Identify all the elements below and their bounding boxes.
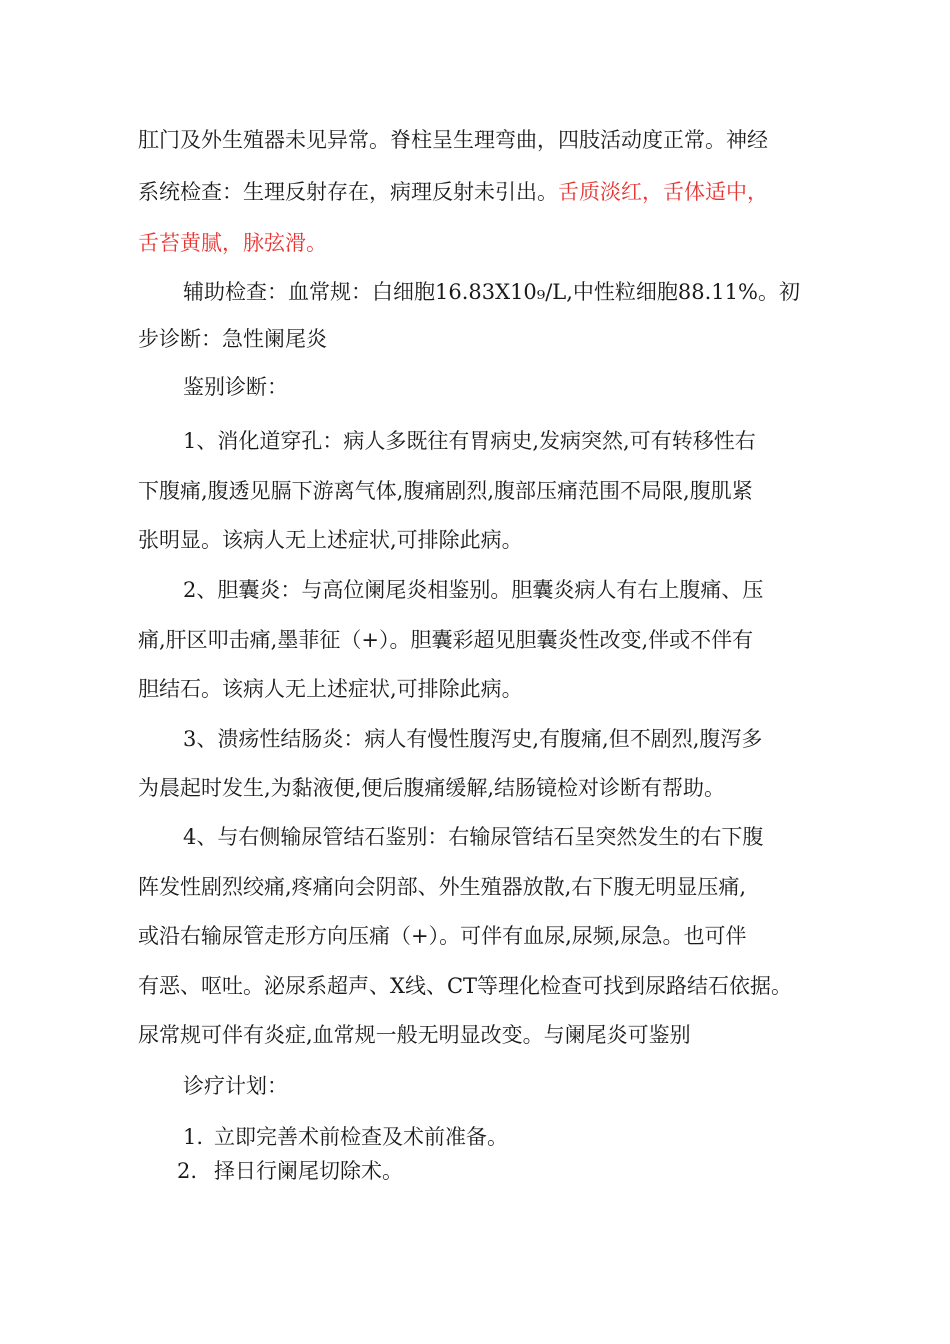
diff-item-3-line-2: 为晨起时发生,为黏液便,便后腹痛缓解,结肠镜检对诊断有帮助。 <box>138 776 726 800</box>
plan-item-2-text: 择日行阑尾切除术。 <box>214 1159 403 1183</box>
tongue-highlight: 舌质淡红，舌体适中， <box>558 180 768 204</box>
plan-item-1-number: 1. <box>183 1125 204 1149</box>
diff-item-4-line-5: 尿常规可伴有炎症,血常规一般无明显改变。与阑尾炎可鉴别 <box>138 1023 691 1047</box>
diff-item-1-line-2: 下腹痛,腹透见膈下游离气体,腹痛剧烈,腹部压痛范围不局限,腹肌紧 <box>138 479 753 503</box>
diff-item-1-line-1: 1、消化道穿孔：病人多既往有胃病史,发病突然,可有转移性右 <box>183 429 756 453</box>
plan-item-1-text: 立即完善术前检查及术前准备。 <box>214 1125 508 1149</box>
diff-item-2-line-1: 2、胆囊炎：与高位阑尾炎相鉴别。胆囊炎病人有右上腹痛、压 <box>183 578 764 602</box>
exam-line-2 <box>138 178 768 206</box>
differential-heading: 鉴别诊断： <box>183 375 288 399</box>
diff-item-1-line-3: 张明显。该病人无上述症状,可排除此病。 <box>138 528 523 552</box>
diff-item-2-line-2: 痛,肝区叩击痛,墨菲征（+）。胆囊彩超见胆囊炎性改变,伴或不伴有 <box>138 628 754 652</box>
diff-item-2-line-3: 胆结石。该病人无上述症状,可排除此病。 <box>138 677 523 701</box>
plan-item-2-number: 2. <box>177 1159 198 1183</box>
diff-item-4-line-3: 或沿右输尿管走形方向压痛（+）。可伴有血尿,尿频,尿急。也可伴 <box>138 924 747 948</box>
exam-line-3-highlight: 舌苔黄腻，脉弦滑。 <box>138 231 327 255</box>
exam-line-2-text: 系统检查：生理反射存在，病理反射未引出。 <box>138 180 558 204</box>
auxiliary-exam-line: 辅助检查：血常规：白细胞16.83X10₉/L,中性粒细胞88.11%。初 <box>183 280 800 304</box>
preliminary-diagnosis-line: 步诊断：急性阑尾炎 <box>138 327 327 351</box>
diff-item-4-line-1: 4、与右侧输尿管结石鉴别：右输尿管结石呈突然发生的右下腹 <box>183 825 764 849</box>
exam-line-1: 肛门及外生殖器未见异常。脊柱呈生理弯曲，四肢活动度正常。神经 <box>138 128 768 152</box>
diff-item-4-line-4: 有恶、呕吐。泌尿系超声、X线、CT等理化检查可找到尿路结石依据。 <box>138 974 793 998</box>
plan-heading: 诊疗计划： <box>183 1074 288 1098</box>
diff-item-4-line-2: 阵发性剧烈绞痛,疼痛向会阴部、外生殖器放散,右下腹无明显压痛, <box>138 875 747 899</box>
diff-item-3-line-1: 3、溃疡性结肠炎：病人有慢性腹泻史,有腹痛,但不剧烈,腹泻多 <box>183 727 763 751</box>
